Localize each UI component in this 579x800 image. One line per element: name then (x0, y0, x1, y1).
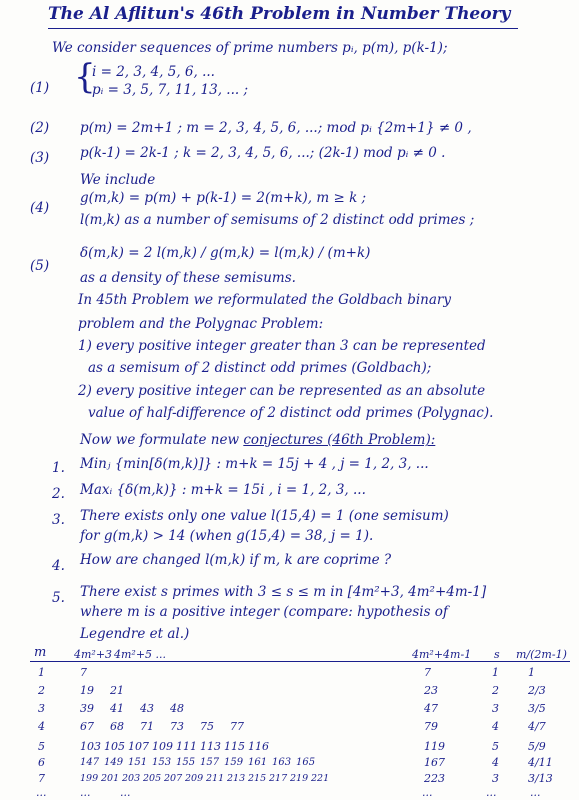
table-cell-s: 3 (492, 702, 499, 715)
conj5-line1: There exist s primes with 3 ≤ s ≤ m in [4m²+3, 4m²+4m-1] (80, 584, 487, 600)
table-cell-prime: 201 (101, 773, 120, 784)
eq5-label: (5) (30, 258, 50, 274)
eq4-line2: l(m,k) as a number of semisums of 2 distinct odd primes ; (80, 212, 475, 228)
table-cell-ratio: 4/11 (528, 756, 553, 769)
ellipsis-ratio: ... (530, 786, 541, 799)
table-cell-prime: 205 (143, 773, 162, 784)
table-header-ratio: m/(2m-1) (516, 648, 567, 661)
conj5-label: 5. (52, 590, 65, 606)
table-cell-prime: 203 (122, 773, 141, 784)
ellipsis-m: ... (36, 786, 47, 799)
left-brace: { (74, 57, 96, 97)
table-cell-last: 79 (424, 720, 438, 733)
eq2-label: (2) (30, 120, 50, 136)
table-cell-prime: 115 (224, 740, 245, 753)
table-cell-prime: 207 (164, 773, 183, 784)
ellipsis-last: ... (422, 786, 433, 799)
eq1-label: (1) (30, 80, 50, 96)
table-cell-prime: 116 (248, 740, 269, 753)
table-cell-prime: 43 (140, 702, 154, 715)
table-cell-prime: 157 (200, 757, 220, 768)
table-cell-last: 23 (424, 684, 438, 697)
eq5-line6: as a semisum of 2 distinct odd primes (Goldbach); (88, 360, 432, 376)
table-cell-prime: 67 (80, 720, 94, 733)
table-cell-prime: 73 (170, 720, 184, 733)
table-header-rule (30, 661, 570, 662)
table-cell-ratio: 1 (528, 666, 535, 679)
table-cell-ratio: 5/9 (528, 740, 546, 753)
now-formulate (80, 432, 435, 448)
now-underlined: conjectures (46th Problem): (243, 432, 436, 448)
eq5-line1: δ(m,k) = 2 l(m,k) / g(m,k) = l(m,k) / (m+k) (80, 245, 371, 261)
page-title: The Al Aflitun's 46th Problem in Number Theory (48, 4, 511, 24)
title-underline (48, 28, 518, 29)
table-cell-prime: 109 (152, 740, 173, 753)
table-cell-ratio: 3/13 (528, 772, 553, 785)
table-cell-prime: 161 (248, 757, 268, 768)
table-header-4m2plus5: 4m²+5 ... (114, 648, 167, 661)
table-cell-prime: 199 (80, 773, 99, 784)
eq1-line2: pᵢ = 3, 5, 7, 11, 13, ... ; (92, 82, 249, 98)
eq1-line1: i = 2, 3, 4, 5, 6, ... (92, 64, 215, 80)
eq5-line7: 2) every positive integer can be represented as an absolute (78, 383, 486, 399)
table-cell-s: 5 (492, 740, 499, 753)
table-cell-m: 6 (38, 756, 45, 769)
table-header-s: s (494, 648, 500, 661)
table-cell-prime: 39 (80, 702, 94, 715)
table-cell-prime: 75 (200, 720, 214, 733)
table-cell-last: 119 (424, 740, 445, 753)
table-cell-prime: 19 (80, 684, 94, 697)
table-cell-prime: 219 (290, 773, 309, 784)
table-cell-s: 1 (492, 666, 499, 679)
table-cell-m: 5 (38, 740, 45, 753)
table-cell-prime: 221 (311, 773, 330, 784)
table-cell-prime: 151 (128, 757, 148, 768)
table-cell-prime: 41 (110, 702, 124, 715)
table-cell-prime: 155 (176, 757, 196, 768)
table-cell-ratio: 4/7 (528, 720, 546, 733)
table-cell-ratio: 2/3 (528, 684, 546, 697)
table-cell-m: 3 (38, 702, 45, 715)
table-cell-prime: 211 (206, 773, 225, 784)
table-cell-prime: 111 (176, 740, 197, 753)
table-header-m: m (34, 645, 47, 660)
table-header-last: 4m²+4m-1 (412, 648, 472, 661)
table-cell-ratio: 3/5 (528, 702, 546, 715)
table-cell-prime: 21 (110, 684, 124, 697)
table-header-4m2plus3: 4m²+3 (74, 648, 113, 661)
conj3-line1: There exists only one value l(15,4) = 1 (one semisum) (80, 508, 449, 524)
conj2-text: Maxᵢ {δ(m,k)} : m+k = 15i , i = 1, 2, 3, ... (80, 482, 366, 498)
conj5-line3: Legendre et al.) (80, 626, 190, 642)
now-prefix: Now we formulate new (80, 432, 244, 448)
conj4-label: 4. (52, 558, 65, 574)
table-cell-prime: 107 (128, 740, 149, 753)
table-cell-m: 7 (38, 772, 45, 785)
table-cell-prime: 149 (104, 757, 124, 768)
eq5-line8: value of half-difference of 2 distinct odd primes (Polygnac). (88, 405, 494, 421)
table-cell-s: 4 (492, 756, 499, 769)
table-cell-prime: 159 (224, 757, 244, 768)
table-cell-last: 167 (424, 756, 445, 769)
ellipsis-c1: ... (80, 786, 91, 799)
eq4-line1: g(m,k) = p(m) + p(k-1) = 2(m+k), m ≥ k ; (80, 190, 367, 206)
table-cell-prime: 165 (296, 757, 316, 768)
table-cell-prime: 209 (185, 773, 204, 784)
conj1-label: 1. (52, 460, 65, 476)
conj3-line2: for g(m,k) > 14 (when g(15,4) = 38, j = 1). (80, 528, 374, 544)
table-cell-s: 3 (492, 772, 499, 785)
table-cell-m: 4 (38, 720, 45, 733)
table-cell-prime: 217 (269, 773, 288, 784)
table-cell-prime: 48 (170, 702, 184, 715)
table-cell-prime: 105 (104, 740, 125, 753)
table-cell-prime: 113 (200, 740, 221, 753)
ellipsis-s: ... (486, 786, 497, 799)
conj2-label: 2. (52, 486, 65, 502)
eq5-line5: 1) every positive integer greater than 3 can be represented (78, 338, 486, 354)
table-cell-m: 1 (38, 666, 45, 679)
conj5-line2: where m is a positive integer (compare: hypothesis of (80, 604, 448, 620)
table-cell-prime: 153 (152, 757, 172, 768)
table-cell-prime: 68 (110, 720, 124, 733)
eq3-text: p(k-1) = 2k-1 ; k = 2, 3, 4, 5, 6, ...; (2k-1) mod pᵢ ≠ 0 . (80, 145, 446, 161)
ellipsis-c2: ... (120, 786, 131, 799)
table-cell-prime: 215 (248, 773, 267, 784)
table-cell-m: 2 (38, 684, 45, 697)
table-cell-last: 7 (424, 666, 431, 679)
conj3-label: 3. (52, 512, 65, 528)
table-cell-s: 2 (492, 684, 499, 697)
table-cell-prime: 147 (80, 757, 100, 768)
conj1-text: Minⱼ {min[δ(m,k)]} : m+k = 15j + 4 , j = 1, 2, 3, ... (80, 456, 429, 472)
table-cell-prime: 103 (80, 740, 101, 753)
eq5-line4: problem and the Polygnac Problem: (78, 316, 324, 332)
table-cell-prime: 77 (230, 720, 244, 733)
eq4-label: (4) (30, 200, 50, 216)
table-cell-last: 47 (424, 702, 438, 715)
eq2-text: p(m) = 2m+1 ; m = 2, 3, 4, 5, 6, ...; mod pᵢ {2m+1} ≠ 0 , (80, 120, 472, 136)
eq5-line3: In 45th Problem we reformulated the Goldbach binary (78, 292, 451, 308)
table-cell-prime: 7 (80, 666, 87, 679)
table-cell-prime: 213 (227, 773, 246, 784)
table-cell-prime: 163 (272, 757, 292, 768)
eq3-label: (3) (30, 150, 50, 166)
eq5-line2: as a density of these semisums. (80, 270, 296, 286)
conj4-text: How are changed l(m,k) if m, k are coprime ? (80, 552, 392, 568)
table-cell-prime: 71 (140, 720, 154, 733)
table-cell-s: 4 (492, 720, 499, 733)
intro-text: We consider sequences of prime numbers pᵢ, p(m), p(k-1); (52, 40, 448, 56)
we-include: We include (80, 172, 156, 188)
table-cell-last: 223 (424, 772, 445, 785)
